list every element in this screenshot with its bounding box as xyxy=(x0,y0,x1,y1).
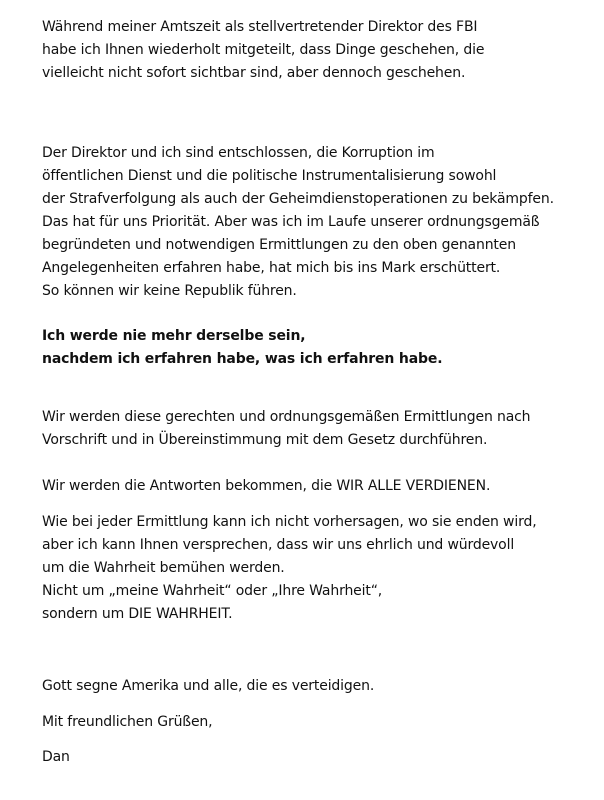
text-line: Gott segne Amerika und alle, die es verteidigen. xyxy=(42,678,375,694)
text-line: Während meiner Amtszeit als stellvertretender Direktor des FBI xyxy=(42,19,478,35)
text-line: Wir werden diese gerechten und ordnungsgemäßen Ermittlungen nach xyxy=(42,409,531,425)
text-line: Wie bei jeder Ermittlung kann ich nicht vorhersagen, wo sie enden wird, xyxy=(42,514,537,530)
text-line: Wir werden die Antworten bekommen, die WIR ALLE VERDIENEN. xyxy=(42,478,491,494)
text-line: begründeten und notwendigen Ermittlungen zu den oben genannten xyxy=(42,237,516,253)
text-line: Nicht um „meine Wahrheit“ oder „Ihre Wahrheit“, xyxy=(42,583,383,599)
signature xyxy=(42,746,70,769)
text-line: der Strafverfolgung als auch der Geheimdienstoperationen zu bekämpfen. xyxy=(42,191,554,207)
text-line: Angelegenheiten erfahren habe, hat mich bis ins Mark erschüttert. xyxy=(42,260,501,276)
text-line: So können wir keine Republik führen. xyxy=(42,283,297,299)
text-line: sondern um DIE WAHRHEIT. xyxy=(42,606,233,622)
text-line: Vorschrift und in Übereinstimmung mit dem Gesetz durchführen. xyxy=(42,432,488,448)
closing-salutation xyxy=(42,711,212,734)
paragraph-priorities xyxy=(42,142,554,303)
paragraph-intro xyxy=(42,16,484,85)
text-line: um die Wahrheit bemühen werden. xyxy=(42,560,285,576)
text-line: aber ich kann Ihnen versprechen, dass wir uns ehrlich und würdevoll xyxy=(42,537,515,553)
text-line: vielleicht nicht sofort sichtbar sind, aber dennoch geschehen. xyxy=(42,65,466,81)
paragraph-blessing xyxy=(42,675,374,698)
closing-text: Mit freundlichen Grüßen, xyxy=(42,714,213,730)
text-line: Das hat für uns Priorität. Aber was ich im Laufe unserer ordnungsgemäß xyxy=(42,214,540,230)
paragraph-bold-statement xyxy=(42,325,442,371)
signature-text: Dan xyxy=(42,749,70,765)
paragraph-answers xyxy=(42,475,490,498)
paragraph-truth xyxy=(42,511,537,626)
text-line: Ich werde nie mehr derselbe sein, xyxy=(42,328,306,344)
text-line: öffentlichen Dienst und die politische Instrumentalisierung sowohl xyxy=(42,168,497,184)
paragraph-investigations xyxy=(42,406,530,452)
text-line: habe ich Ihnen wiederholt mitgeteilt, dass Dinge geschehen, die xyxy=(42,42,485,58)
text-line: nachdem ich erfahren habe, was ich erfahren habe. xyxy=(42,351,443,367)
text-line: Der Direktor und ich sind entschlossen, die Korruption im xyxy=(42,145,435,161)
